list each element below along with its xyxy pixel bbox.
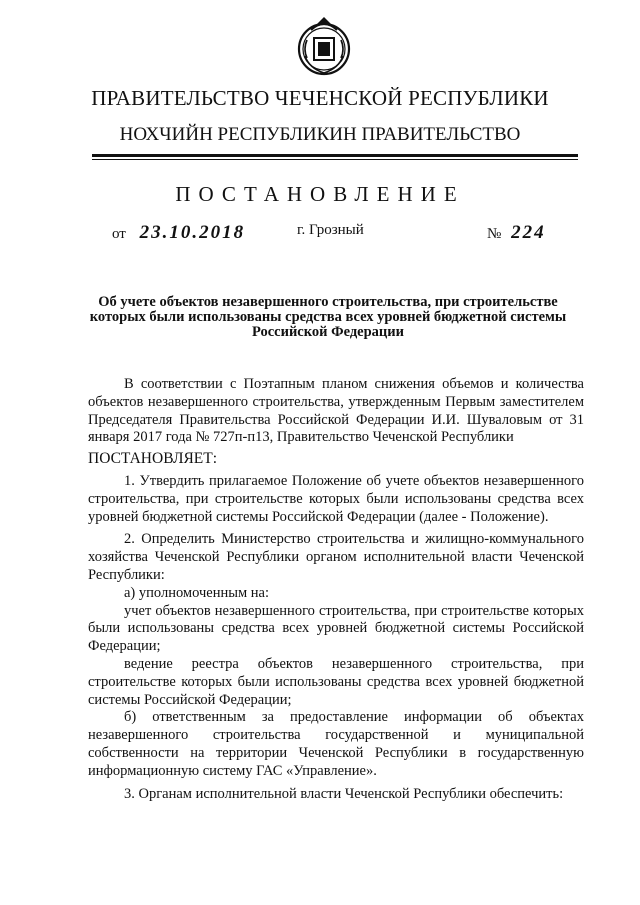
item-2-paragraph: 2. Определить Министерство строительства и жилищно-коммунального хозяйства Чеченской Республики органом исполнительной власти Чеченской Республики: — [88, 531, 584, 583]
item-2a-point-2: ведение реестра объектов незавершенного строительства, при строительстве которых были использованы средства всех уровней бюджетной системы Российской Федерации; — [88, 655, 584, 708]
header-divider-thick — [92, 154, 578, 157]
item-2b-paragraph: б) ответственным за предоставление информации об объектах незавершенного строительства государственной и муниципальной собственности на территории Чеченской Республики в государственную информационную систему ГАС «Управление». — [88, 709, 584, 779]
document-body — [88, 376, 584, 803]
header-divider-thin — [92, 159, 578, 160]
item-2a-point-1: учет объектов незавершенного строительства, при строительстве которых были использованы средства всех уровней бюджетной системы Российской Федерации; — [88, 602, 584, 655]
document-date — [112, 222, 245, 244]
document-type-heading: ПОСТАНОВЛЕНИЕ — [175, 182, 465, 206]
preamble-paragraph: В соответствии с Поэтапным планом снижения объемов и количества объектов незавершенного строительства, утвержденным Первым заместителем Председателя Правительства Российской Федерации И.И. Шуваловым от 31 января 2017 года № 727п-п13, Правительство Чеченской Республики — [88, 376, 584, 446]
document-number — [487, 222, 546, 244]
date-prefix: от — [112, 226, 126, 242]
resolves-heading: ПОСТАНОВЛЯЕТ: — [88, 450, 218, 468]
number-value-handwritten: 224 — [511, 222, 546, 243]
government-title-chechen: НОХЧИЙН РЕСПУБЛИКИН ПРАВИТЕЛЬСТВО — [119, 124, 521, 145]
item-1-paragraph: 1. Утвердить прилагаемое Положение об учете объектов незавершенного строительства, при строительстве которых были использованы средства всех уровней бюджетной системы Российской Федерации (далее - Положение). — [88, 472, 584, 525]
document-subject: Об учете объектов незавершенного строительства, при строительстве которых были использованы средства всех уровней бюджетной системы Российской Федерации — [89, 294, 567, 340]
item-3-paragraph: 3. Органам исполнительной власти Чеченской Республики обеспечить: — [124, 785, 564, 802]
coat-of-arms-emblem — [297, 16, 351, 78]
date-value-handwritten: 23.10.2018 — [139, 222, 246, 243]
government-title: ПРАВИТЕЛЬСТВО ЧЕЧЕНСКОЙ РЕСПУБЛИКИ — [91, 86, 549, 110]
document-city: г. Грозный — [297, 222, 364, 238]
number-prefix: № — [487, 226, 502, 242]
item-2a-heading: а) уполномоченным на: — [124, 584, 269, 601]
